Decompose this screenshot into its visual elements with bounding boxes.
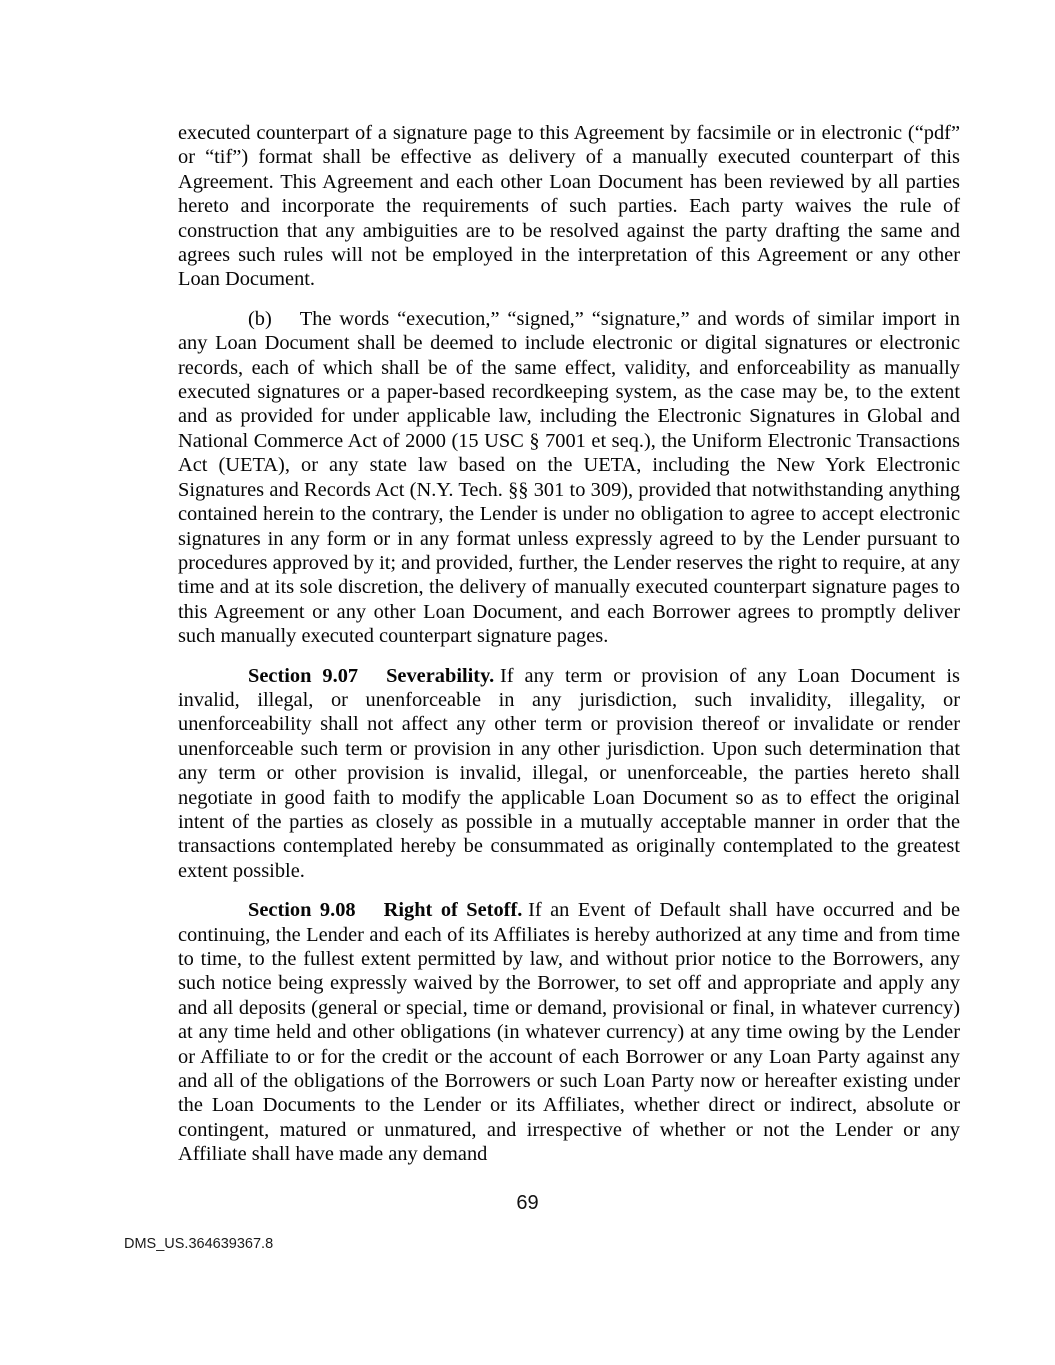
page-number: 69	[516, 1192, 539, 1214]
paragraph-clause-b	[178, 307, 960, 649]
section-title: Right of Setoff.	[383, 899, 523, 922]
section-title: Severability.	[386, 664, 495, 687]
paragraph-section-9-07	[178, 664, 960, 884]
document-id-footer: DMS_US.364639367.8	[124, 1236, 274, 1252]
paragraph-text: If any term or provision of any Loan Document is invalid, illegal, or unenforceable in any jurisdiction, such invalidity, illegality, or unenforceability shall not affect any other term or provision thereof or invalidate or render unenforceable such term or provision in any other jurisdiction. Upon such determination that any term or other provision is invalid, illegal, or unenforceable, the parties hereto shall negotiate in good faith to modify the applicable Loan Document so as to effect the original intent of the parties as closely as possible in a mutually acceptable manner in order that the transactions contemplated hereby be consummated as originally contemplated to the greatest extent possible.	[178, 664, 960, 882]
paragraph-text: executed counterpart of a signature page to this Agreement by facsimile or in electronic (“pdf” or “tif”) format shall be effective as delivery of a manually executed counterpart of this Agreement. This Agreement and each other Loan Document has been reviewed by all parties hereto and incorporate the requirements of such parties. Each party waives the rule of construction that any ambiguities are to be resolved against the party drafting the same and agrees such rules will not be employed in the interpretation of this Agreement or any other Loan Document.	[178, 122, 960, 291]
paragraph-text: The words “execution,” “signed,” “signature,” and words of similar import in any Loan Document shall be deemed to include electronic or digital signatures or electronic records, each of which shall be of the same effect, validity, and enforceability as manually executed signatures or a paper-based recordkeeping system, as the case may be, to the extent and as provided for under applicable law, including the Electronic Signatures in Global and National Commerce Act of 2000 (15 USC § 7001 et seq.), the Uniform Electronic Transactions Act (UETA), or any state law based on the UETA, including the New York Electronic Signatures and Records Act (N.Y. Tech. §§ 301 to 309), provided that notwithstanding anything contained herein to the contrary, the Lender is under no obligation to agree to accept electronic signatures in any form or in any format unless expressly agreed to by the Lender pursuant to procedures approved by it; and provided, further, the Lender reserves the right to require, at any time and at its sole discretion, the delivery of manually executed counterpart signature pages to this Agreement or any other Loan Document, and each Borrower agrees to promptly deliver such manually executed counterpart signature pages.	[178, 307, 960, 648]
paragraph-text: If an Event of Default shall have occurred and be continuing, the Lender and each of its Affiliates is hereby authorized at any time and from time to time, to the fullest extent permitted by law, and without prior notice to the Borrowers, any such notice being expressly waived by the Borrower, to set off and appropriate and apply any and all deposits (general or special, time or demand, provisional or final, in whatever currency) at any time held and other obligations (in whatever currency) at any time owing by the Lender or Affiliate to or for the credit or the account of each Borrower or any Loan Party against any and all of the obligations of the Borrowers or such Loan Party now or hereafter existing under the Loan Documents to the Lender or its Affiliates, whether direct or indirect, absolute or contingent, matured or unmatured, and irrespective of whether or not the Lender or any Affiliate shall have made any demand	[178, 899, 961, 1166]
page-body	[178, 121, 960, 1182]
paragraph-section-9-08	[178, 898, 960, 1166]
section-number: Section 9.07	[248, 664, 359, 687]
paragraph-continuation	[178, 121, 960, 292]
section-number: Section 9.08	[248, 899, 356, 922]
clause-label: (b)	[248, 307, 272, 330]
